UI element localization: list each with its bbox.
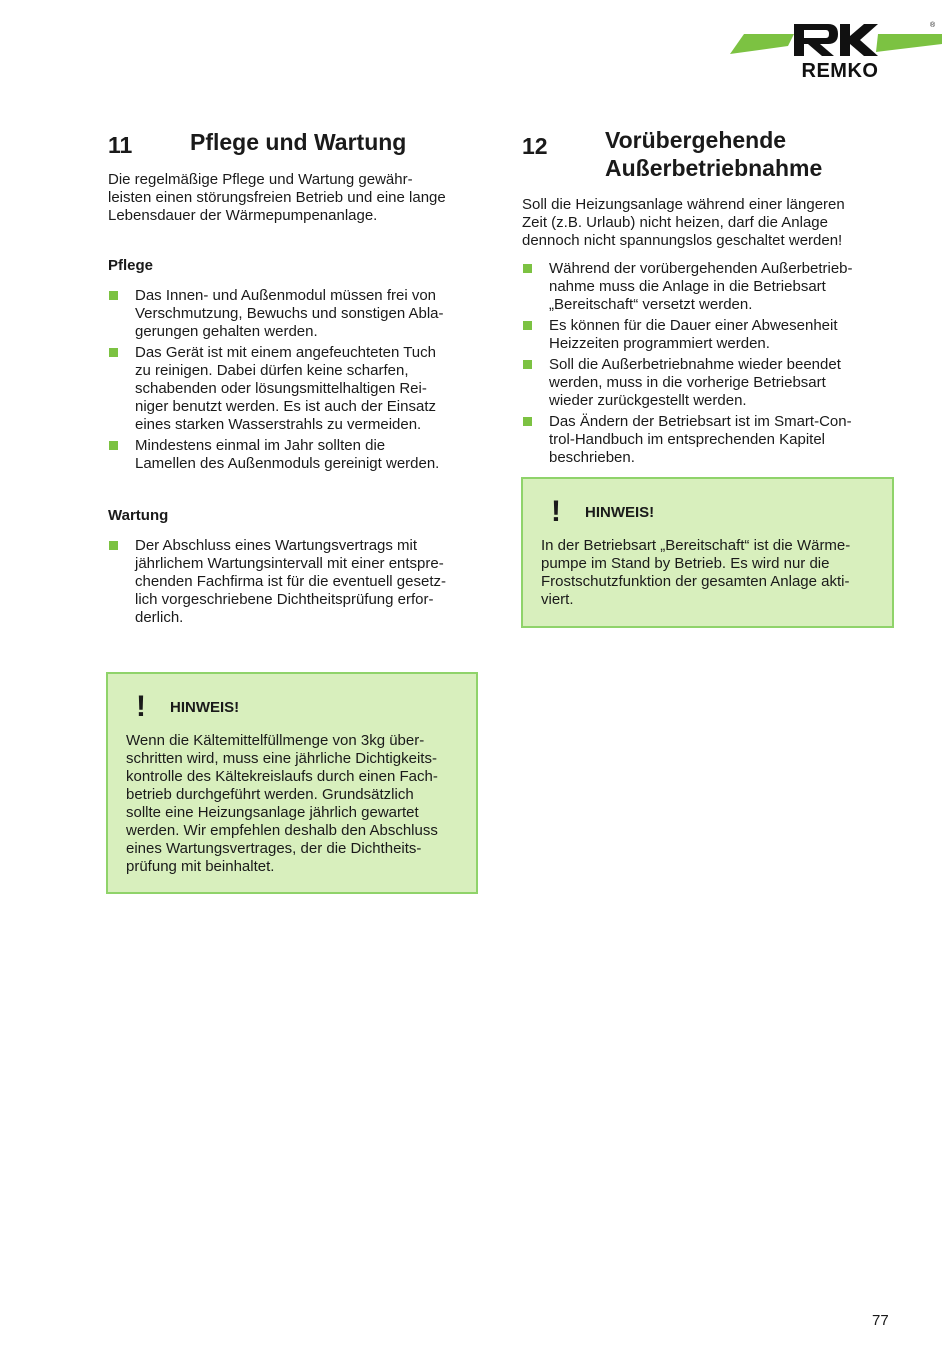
list-item: Es können für die Dauer einer Abwesenheit Heizzeiten programmiert werden. xyxy=(522,317,894,353)
subheading-pflege: Pflege xyxy=(108,257,154,274)
notice-text: Wenn die Kältemittelfüllmenge von 3kg über- schritten wird, muss eine jährliche Dichtigkeits- kontrolle des Kältekreislaufs durch einen Fach- betrieb durchgeführt werden. Grundsätzlich sollte eine Heizungsanlage jährlich gewartet werden. Wir empfehlen deshalb den Abschluss eines Wartungsvertrages, der die Dichtheits- prüfung mit beinhaltet. xyxy=(126,732,438,875)
intro-paragraph: Soll die Heizungsanlage während einer längeren Zeit (z.B. Urlaub) nicht heizen, darf die Anlage dennoch nicht spannungslos geschaltet werden! xyxy=(522,196,845,249)
standby-list xyxy=(522,260,894,467)
bullet-square xyxy=(523,360,532,369)
logo-wordmark: REMKO xyxy=(801,60,879,82)
warning-exclamation-icon: ! xyxy=(136,690,146,723)
notice-box-standby xyxy=(521,477,894,628)
notice-text: In der Betriebsart „Bereitschaft“ ist die Wärme- pumpe im Stand by Betrieb. Es wird nur die Frostschutzfunktion der gesamten Anlage akti- viert. xyxy=(541,537,851,608)
bullet-square xyxy=(523,321,532,330)
notice-title: HINWEIS! xyxy=(170,698,240,716)
section-number: 11 xyxy=(108,132,133,158)
section-title: Pflege und Wartung xyxy=(190,129,407,155)
list-item: Der Abschluss eines Wartungsvertrags mit jährlichem Wartungsintervall mit einer entspre- chenden Fachfirma ist für die eventuell gesetz- lich vorgeschriebene Dichtheitsprüfung erfor- derlich. xyxy=(108,537,478,627)
registered-mark: ® xyxy=(930,22,936,29)
warning-exclamation-icon: ! xyxy=(551,495,561,528)
bullet-square xyxy=(109,348,118,357)
bullet-square xyxy=(109,291,118,300)
notice-title: HINWEIS! xyxy=(585,503,655,521)
section-12 xyxy=(522,126,894,470)
wartung-list xyxy=(108,537,478,627)
notice-box-maintenance xyxy=(106,672,478,894)
list-item: Das Innen- und Außenmodul müssen frei von Verschmutzung, Bewuchs und sonstigen Abla- gerungen gehalten werden. xyxy=(108,287,478,341)
bullet-square xyxy=(523,417,532,426)
section-11 xyxy=(108,128,478,630)
bullet-square xyxy=(523,264,532,273)
subheading-wartung: Wartung xyxy=(108,507,169,524)
pflege-list xyxy=(108,287,478,473)
list-item: Mindestens einmal im Jahr sollten die Lamellen des Außenmoduls gereinigt werden. xyxy=(108,437,478,473)
list-item: Soll die Außerbetriebnahme wieder beendet werden, muss in die vorherige Betriebsart wieder zurückgestellt werden. xyxy=(522,356,894,410)
bullet-square xyxy=(109,441,118,450)
section-title: Vorübergehende Außerbetriebnahme xyxy=(605,127,823,181)
intro-paragraph: Die regelmäßige Pflege und Wartung gewähr- leisten einen störungsfreien Betrieb und eine lange Lebensdauer der Wärmepumpenanlage. xyxy=(108,171,446,224)
section-12-heading xyxy=(522,126,894,182)
section-11-heading xyxy=(108,128,478,159)
section-number: 12 xyxy=(522,133,548,159)
list-item: Das Gerät ist mit einem angefeuchteten Tuch zu reinigen. Dabei dürfen keine scharfen, schabenden oder lösungsmittelhaltigen Rei- niger benutzt werden. Es ist auch der Einsatz eines starken Wasserstrahls zu vermeiden. xyxy=(108,344,478,434)
list-item: Das Ändern der Betriebsart ist im Smart-Con- trol-Handbuch im entsprechenden Kapitel beschrieben. xyxy=(522,413,894,467)
bullet-square xyxy=(109,541,118,550)
list-item: Während der vorübergehenden Außerbetrieb- nahme muss die Anlage in die Betriebsart „Bereitschaft“ versetzt werden. xyxy=(522,260,894,314)
notice-header xyxy=(126,692,458,722)
notice-header xyxy=(541,497,874,527)
page-number: 77 xyxy=(872,1312,889,1329)
